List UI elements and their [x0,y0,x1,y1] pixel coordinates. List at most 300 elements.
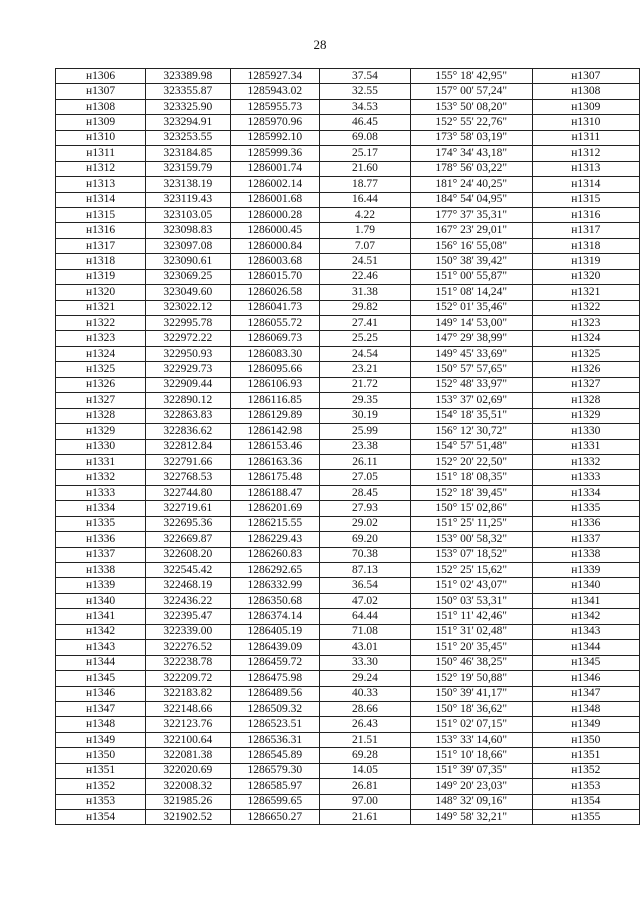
table-row [56,794,640,809]
bearing-cell: 152° 25' 15,62" [410,563,532,578]
bearing-cell: 151° 02' 43,07" [410,578,532,593]
x-coordinate-cell: 322719.61 [146,501,230,516]
bearing-cell: 150° 38' 39,42" [410,254,532,269]
distance-cell: 43.01 [319,640,410,655]
distance-cell: 33.30 [319,655,410,670]
x-coordinate-cell: 322545.42 [146,563,230,578]
point-to-cell: н1339 [532,563,639,578]
point-to-cell: н1344 [532,640,639,655]
table-row [56,701,640,716]
bearing-cell: 154° 18' 35,51" [410,408,532,423]
point-to-cell: н1340 [532,578,639,593]
point-from-cell: н1326 [56,377,146,392]
x-coordinate-cell: 322972.22 [146,331,230,346]
bearing-cell: 153° 00' 58,32" [410,532,532,547]
table-row [56,393,640,408]
point-to-cell: н1321 [532,285,639,300]
table-row [56,454,640,469]
point-from-cell: н1321 [56,300,146,315]
point-from-cell: н1312 [56,161,146,176]
y-coordinate-cell: 1286188.47 [230,485,319,500]
distance-cell: 29.35 [319,393,410,408]
y-coordinate-cell: 1286599.65 [230,794,319,809]
distance-cell: 24.51 [319,254,410,269]
point-from-cell: н1317 [56,238,146,253]
y-coordinate-cell: 1286163.36 [230,454,319,469]
point-to-cell: н1325 [532,346,639,361]
distance-cell: 36.54 [319,578,410,593]
y-coordinate-cell: 1286509.32 [230,701,319,716]
y-coordinate-cell: 1286545.89 [230,748,319,763]
bearing-cell: 151° 02' 07,15" [410,717,532,732]
table-row [56,300,640,315]
point-to-cell: н1353 [532,779,639,794]
distance-cell: 18.77 [319,177,410,192]
distance-cell: 37.54 [319,69,410,84]
bearing-cell: 173° 58' 03,19" [410,130,532,145]
y-coordinate-cell: 1286000.84 [230,238,319,253]
point-from-cell: н1349 [56,732,146,747]
point-from-cell: н1345 [56,671,146,686]
y-coordinate-cell: 1286650.27 [230,810,319,825]
bearing-cell: 151° 18' 08,35" [410,470,532,485]
point-from-cell: н1324 [56,346,146,361]
distance-cell: 87.13 [319,563,410,578]
table-row [56,146,640,161]
table-row [56,732,640,747]
bearing-cell: 177° 37' 35,31" [410,207,532,222]
distance-cell: 16.44 [319,192,410,207]
point-to-cell: н1307 [532,69,639,84]
x-coordinate-cell: 322836.62 [146,424,230,439]
table-row [56,238,640,253]
table-row [56,470,640,485]
point-to-cell: н1314 [532,177,639,192]
x-coordinate-cell: 322695.36 [146,516,230,531]
point-from-cell: н1314 [56,192,146,207]
distance-cell: 4.22 [319,207,410,222]
y-coordinate-cell: 1286069.73 [230,331,319,346]
bearing-cell: 152° 18' 39,45" [410,485,532,500]
distance-cell: 21.72 [319,377,410,392]
point-to-cell: н1351 [532,748,639,763]
y-coordinate-cell: 1286350.68 [230,593,319,608]
table-row [56,285,640,300]
y-coordinate-cell: 1286229.43 [230,532,319,547]
distance-cell: 27.93 [319,501,410,516]
distance-cell: 28.45 [319,485,410,500]
y-coordinate-cell: 1286129.89 [230,408,319,423]
bearing-cell: 181° 24' 40,25" [410,177,532,192]
table-row [56,686,640,701]
point-from-cell: н1323 [56,331,146,346]
point-from-cell: н1329 [56,424,146,439]
bearing-cell: 150° 15' 02,86" [410,501,532,516]
bearing-cell: 152° 55' 22,76" [410,115,532,130]
y-coordinate-cell: 1286459.72 [230,655,319,670]
y-coordinate-cell: 1286000.28 [230,207,319,222]
distance-cell: 21.60 [319,161,410,176]
point-from-cell: н1328 [56,408,146,423]
x-coordinate-cell: 322020.69 [146,763,230,778]
bearing-cell: 147° 29' 38,99" [410,331,532,346]
bearing-cell: 157° 00' 57,24" [410,84,532,99]
distance-cell: 26.81 [319,779,410,794]
point-to-cell: н1332 [532,454,639,469]
y-coordinate-cell: 1286003.68 [230,254,319,269]
bearing-cell: 167° 23' 29,01" [410,223,532,238]
table-row [56,346,640,361]
point-to-cell: н1342 [532,609,639,624]
table-row [56,640,640,655]
distance-cell: 34.53 [319,99,410,114]
y-coordinate-cell: 1286175.48 [230,470,319,485]
x-coordinate-cell: 322468.19 [146,578,230,593]
x-coordinate-cell: 323097.08 [146,238,230,253]
bearing-cell: 152° 48' 33,97" [410,377,532,392]
table-row [56,207,640,222]
y-coordinate-cell: 1286201.69 [230,501,319,516]
x-coordinate-cell: 322608.20 [146,547,230,562]
point-to-cell: н1330 [532,424,639,439]
distance-cell: 71.08 [319,624,410,639]
distance-cell: 70.38 [319,547,410,562]
bearing-cell: 150° 03' 53,31" [410,593,532,608]
table-row [56,516,640,531]
point-to-cell: н1318 [532,238,639,253]
point-from-cell: н1332 [56,470,146,485]
bearing-cell: 152° 01' 35,46" [410,300,532,315]
bearing-cell: 150° 18' 36,62" [410,701,532,716]
point-from-cell: н1309 [56,115,146,130]
bearing-cell: 148° 32' 09,16" [410,794,532,809]
y-coordinate-cell: 1286374.14 [230,609,319,624]
table-row [56,99,640,114]
point-to-cell: н1317 [532,223,639,238]
point-from-cell: н1307 [56,84,146,99]
bearing-cell: 153° 37' 02,69" [410,393,532,408]
table-row [56,485,640,500]
point-to-cell: н1310 [532,115,639,130]
distance-cell: 64.44 [319,609,410,624]
point-from-cell: н1341 [56,609,146,624]
x-coordinate-cell: 322890.12 [146,393,230,408]
bearing-cell: 149° 58' 32,21" [410,810,532,825]
point-from-cell: н1342 [56,624,146,639]
bearing-cell: 156° 16' 55,08" [410,238,532,253]
distance-cell: 40.33 [319,686,410,701]
point-to-cell: н1334 [532,485,639,500]
point-from-cell: н1310 [56,130,146,145]
x-coordinate-cell: 322995.78 [146,316,230,331]
table-row [56,624,640,639]
table-row [56,763,640,778]
point-to-cell: н1355 [532,810,639,825]
y-coordinate-cell: 1286585.97 [230,779,319,794]
table-row [56,671,640,686]
table-row [56,177,640,192]
y-coordinate-cell: 1285970.96 [230,115,319,130]
x-coordinate-cell: 322929.73 [146,362,230,377]
point-from-cell: н1306 [56,69,146,84]
bearing-cell: 149° 20' 23,03" [410,779,532,794]
y-coordinate-cell: 1286260.83 [230,547,319,562]
x-coordinate-cell: 322768.53 [146,470,230,485]
point-from-cell: н1350 [56,748,146,763]
x-coordinate-cell: 322238.78 [146,655,230,670]
point-from-cell: н1325 [56,362,146,377]
distance-cell: 30.19 [319,408,410,423]
y-coordinate-cell: 1286215.55 [230,516,319,531]
x-coordinate-cell: 322950.93 [146,346,230,361]
table-row [56,362,640,377]
point-to-cell: н1331 [532,439,639,454]
point-from-cell: н1311 [56,146,146,161]
bearing-cell: 150° 57' 57,65" [410,362,532,377]
x-coordinate-cell: 323098.83 [146,223,230,238]
distance-cell: 31.38 [319,285,410,300]
y-coordinate-cell: 1286001.74 [230,161,319,176]
point-from-cell: н1347 [56,701,146,716]
table-row [56,69,640,84]
point-from-cell: н1352 [56,779,146,794]
point-from-cell: н1320 [56,285,146,300]
y-coordinate-cell: 1286083.30 [230,346,319,361]
bearing-cell: 154° 57' 51,48" [410,439,532,454]
y-coordinate-cell: 1286055.72 [230,316,319,331]
bearing-cell: 153° 33' 14,60" [410,732,532,747]
point-from-cell: н1348 [56,717,146,732]
point-to-cell: н1311 [532,130,639,145]
x-coordinate-cell: 322436.22 [146,593,230,608]
y-coordinate-cell: 1286026.58 [230,285,319,300]
point-to-cell: н1329 [532,408,639,423]
point-from-cell: н1354 [56,810,146,825]
x-coordinate-cell: 323022.12 [146,300,230,315]
distance-cell: 69.20 [319,532,410,547]
y-coordinate-cell: 1286439.09 [230,640,319,655]
point-from-cell: н1343 [56,640,146,655]
table-row [56,609,640,624]
distance-cell: 25.99 [319,424,410,439]
bearing-cell: 151° 11' 42,46" [410,609,532,624]
point-from-cell: н1338 [56,563,146,578]
x-coordinate-cell: 322791.66 [146,454,230,469]
table-row [56,424,640,439]
bearing-cell: 153° 07' 18,52" [410,547,532,562]
x-coordinate-cell: 322339.00 [146,624,230,639]
y-coordinate-cell: 1286536.31 [230,732,319,747]
bearing-cell: 151° 31' 02,48" [410,624,532,639]
point-from-cell: н1346 [56,686,146,701]
bearing-cell: 155° 18' 42,95" [410,69,532,84]
y-coordinate-cell: 1286001.68 [230,192,319,207]
bearing-cell: 149° 45' 33,69" [410,346,532,361]
distance-cell: 25.25 [319,331,410,346]
distance-cell: 26.11 [319,454,410,469]
x-coordinate-cell: 322209.72 [146,671,230,686]
y-coordinate-cell: 1286292.65 [230,563,319,578]
page-number: 28 [313,37,327,52]
distance-cell: 28.66 [319,701,410,716]
coordinates-table [55,68,640,825]
table-row [56,501,640,516]
point-to-cell: н1349 [532,717,639,732]
x-coordinate-cell: 322008.32 [146,779,230,794]
table-row [56,748,640,763]
distance-cell: 7.07 [319,238,410,253]
table-row [56,439,640,454]
point-from-cell: н1340 [56,593,146,608]
bearing-cell: 150° 46' 38,25" [410,655,532,670]
point-to-cell: н1336 [532,516,639,531]
distance-cell: 1.79 [319,223,410,238]
point-from-cell: н1316 [56,223,146,238]
y-coordinate-cell: 1286000.45 [230,223,319,238]
x-coordinate-cell: 323253.55 [146,130,230,145]
point-from-cell: н1308 [56,99,146,114]
point-to-cell: н1345 [532,655,639,670]
y-coordinate-cell: 1286153.46 [230,439,319,454]
x-coordinate-cell: 323138.19 [146,177,230,192]
table-row [56,655,640,670]
point-from-cell: н1351 [56,763,146,778]
point-to-cell: н1320 [532,269,639,284]
point-to-cell: н1347 [532,686,639,701]
x-coordinate-cell: 323389.98 [146,69,230,84]
point-from-cell: н1333 [56,485,146,500]
point-from-cell: н1330 [56,439,146,454]
distance-cell: 22.46 [319,269,410,284]
x-coordinate-cell: 323294.91 [146,115,230,130]
table-row [56,779,640,794]
x-coordinate-cell: 322863.83 [146,408,230,423]
point-to-cell: н1309 [532,99,639,114]
table-row [56,192,640,207]
x-coordinate-cell: 322909.44 [146,377,230,392]
point-to-cell: н1350 [532,732,639,747]
x-coordinate-cell: 322669.87 [146,532,230,547]
point-from-cell: н1337 [56,547,146,562]
y-coordinate-cell: 1286475.98 [230,671,319,686]
y-coordinate-cell: 1285943.02 [230,84,319,99]
distance-cell: 69.28 [319,748,410,763]
table-row [56,269,640,284]
point-from-cell: н1353 [56,794,146,809]
bearing-cell: 151° 20' 35,45" [410,640,532,655]
point-to-cell: н1315 [532,192,639,207]
table-row [56,130,640,145]
y-coordinate-cell: 1286523.51 [230,717,319,732]
bearing-cell: 178° 56' 03,22" [410,161,532,176]
y-coordinate-cell: 1286041.73 [230,300,319,315]
table-row [56,84,640,99]
distance-cell: 24.54 [319,346,410,361]
bearing-cell: 151° 00' 55,87" [410,269,532,284]
table-row [56,563,640,578]
x-coordinate-cell: 321902.52 [146,810,230,825]
bearing-cell: 184° 54' 04,95" [410,192,532,207]
x-coordinate-cell: 323103.05 [146,207,230,222]
table-row [56,408,640,423]
x-coordinate-cell: 323159.79 [146,161,230,176]
y-coordinate-cell: 1286116.85 [230,393,319,408]
y-coordinate-cell: 1286002.14 [230,177,319,192]
x-coordinate-cell: 322081.38 [146,748,230,763]
distance-cell: 29.24 [319,671,410,686]
bearing-cell: 156° 12' 30,72" [410,424,532,439]
point-to-cell: н1346 [532,671,639,686]
distance-cell: 47.02 [319,593,410,608]
y-coordinate-cell: 1286106.93 [230,377,319,392]
distance-cell: 21.51 [319,732,410,747]
bearing-cell: 151° 25' 11,25" [410,516,532,531]
table-row [56,115,640,130]
y-coordinate-cell: 1285992.10 [230,130,319,145]
point-to-cell: н1324 [532,331,639,346]
y-coordinate-cell: 1285999.36 [230,146,319,161]
distance-cell: 29.82 [319,300,410,315]
point-to-cell: н1338 [532,547,639,562]
y-coordinate-cell: 1286015.70 [230,269,319,284]
table-row [56,547,640,562]
x-coordinate-cell: 323325.90 [146,99,230,114]
point-to-cell: н1348 [532,701,639,716]
point-to-cell: н1313 [532,161,639,176]
bearing-cell: 153° 50' 08,20" [410,99,532,114]
y-coordinate-cell: 1286405.19 [230,624,319,639]
point-to-cell: н1312 [532,146,639,161]
point-to-cell: н1354 [532,794,639,809]
x-coordinate-cell: 323090.61 [146,254,230,269]
bearing-cell: 150° 39' 41,17" [410,686,532,701]
x-coordinate-cell: 322123.76 [146,717,230,732]
x-coordinate-cell: 321985.26 [146,794,230,809]
point-to-cell: н1337 [532,532,639,547]
table-row [56,593,640,608]
distance-cell: 27.05 [319,470,410,485]
x-coordinate-cell: 323119.43 [146,192,230,207]
distance-cell: 97.00 [319,794,410,809]
point-from-cell: н1313 [56,177,146,192]
distance-cell: 69.08 [319,130,410,145]
x-coordinate-cell: 323049.60 [146,285,230,300]
y-coordinate-cell: 1285927.34 [230,69,319,84]
point-to-cell: н1343 [532,624,639,639]
table-row [56,316,640,331]
bearing-cell: 151° 10' 18,66" [410,748,532,763]
x-coordinate-cell: 322183.82 [146,686,230,701]
table-row [56,532,640,547]
table-row [56,377,640,392]
y-coordinate-cell: 1286332.99 [230,578,319,593]
point-from-cell: н1315 [56,207,146,222]
point-from-cell: н1322 [56,316,146,331]
y-coordinate-cell: 1286489.56 [230,686,319,701]
distance-cell: 14.05 [319,763,410,778]
point-to-cell: н1341 [532,593,639,608]
bearing-cell: 149° 14' 53,00" [410,316,532,331]
point-to-cell: н1352 [532,763,639,778]
y-coordinate-cell: 1286142.98 [230,424,319,439]
table-row [56,161,640,176]
x-coordinate-cell: 322395.47 [146,609,230,624]
x-coordinate-cell: 323355.87 [146,84,230,99]
y-coordinate-cell: 1286095.66 [230,362,319,377]
table-body [56,69,640,825]
distance-cell: 25.17 [319,146,410,161]
point-from-cell: н1339 [56,578,146,593]
